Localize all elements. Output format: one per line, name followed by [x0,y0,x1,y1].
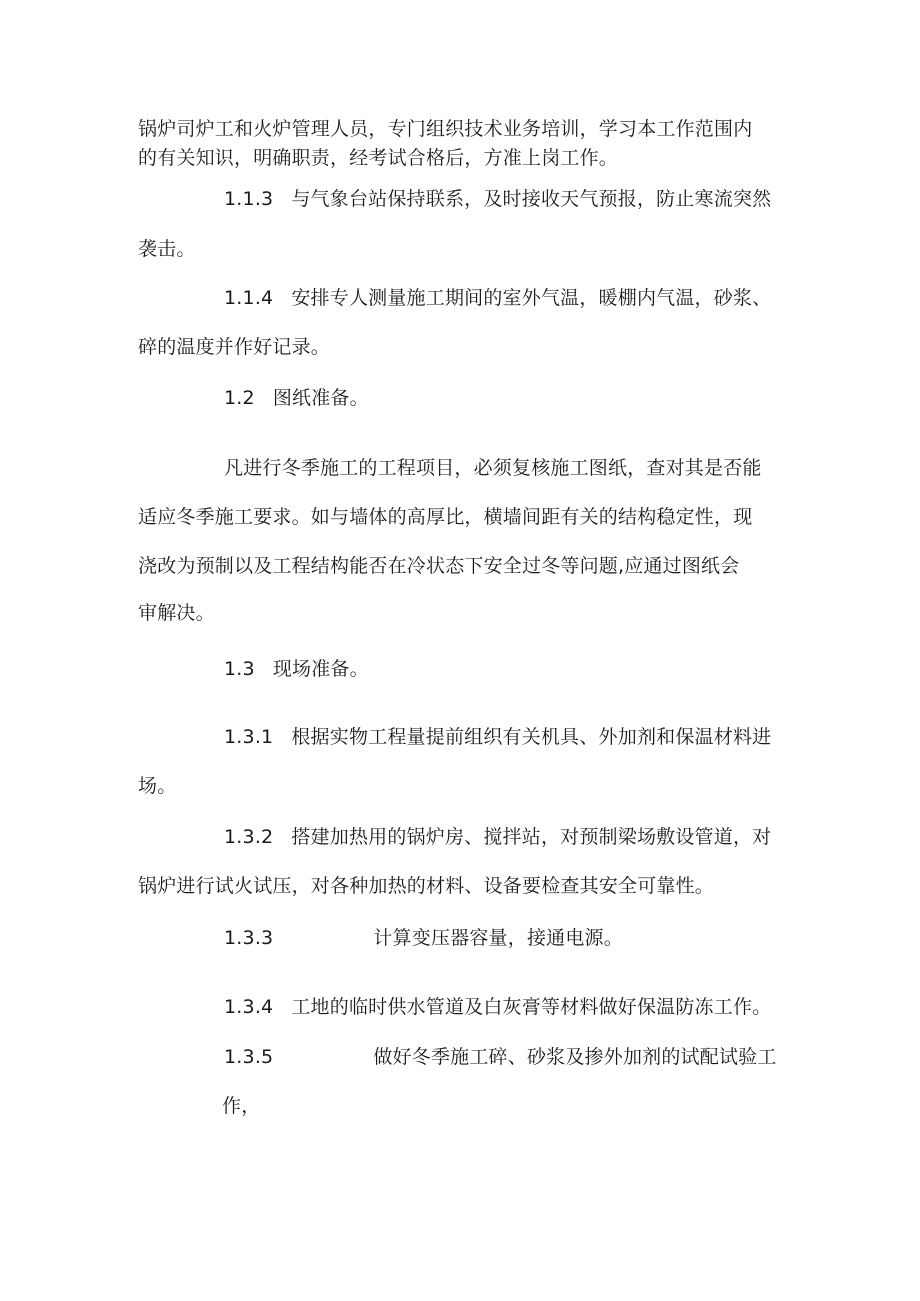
section-text: 安排专人测量施工期间的室外气温，暖棚内气温，砂浆、 [291,287,772,309]
section-text: 计算变压器容量，接通电源。 [373,927,623,949]
section-number: 1.3.1 [224,726,274,748]
section-text: 搭建加热用的锅炉房、搅拌站，对预制梁场敷设管道，对 [291,826,772,848]
section-1-3-4 [224,995,771,1019]
drawings-line-1: 凡进行冬季施工的工程项目，必须复核施工图纸，查对其是否能 [224,457,762,479]
section-1-2-heading [224,386,369,410]
section-1-1-3-cont: 袭击。 [138,238,196,260]
section-title: 现场准备。 [272,658,369,680]
section-number: 1.1.3 [224,188,274,210]
drawings-line-2: 适应冬季施工要求。如与墙体的高厚比，横墙间距有关的结构稳定性，现 [138,506,753,528]
section-1-3-3 [224,926,623,950]
section-1-3-2-cont: 锅炉进行试火试压，对各种加热的材料、设备要检查其安全可靠性。 [138,875,715,897]
drawings-line-3: 浇改为预制以及工程结构能否在冷状态下安全过冬等问题,应通过图纸会 [138,555,740,577]
section-title: 图纸准备。 [272,387,369,409]
section-number: 1.3.2 [224,826,274,848]
section-1-1-4-cont: 碎的温度并作好记录。 [138,336,331,358]
section-number: 1.2 [224,387,255,409]
drawings-line-4: 审解决。 [138,602,215,624]
section-text: 工地的临时供水管道及白灰膏等材料做好保温防冻工作。 [291,996,772,1018]
section-1-3-2 [224,825,771,849]
section-text: 根据实物工程量提前组织有关机具、外加剂和保温材料进 [291,726,772,748]
section-1-1-4 [224,286,771,310]
intro-line-2: 的有关知识，明确职责，经考试合格后，方准上岗工作。 [138,147,619,169]
section-text: 做好冬季施工碎、砂浆及掺外加剂的试配试验工 [373,1046,777,1068]
intro-line-1: 锅炉司炉工和火炉管理人员，专门组织技术业务培训，学习本工作范围内 [138,118,753,140]
section-1-3-5-cont: 作， [222,1095,261,1117]
section-1-3-1 [224,725,771,749]
section-number: 1.3.3 [224,927,274,949]
section-number: 1.1.4 [224,287,274,309]
section-1-3-heading [224,657,369,681]
section-number: 1.3.4 [224,996,274,1018]
section-number: 1.3.5 [224,1046,274,1068]
section-1-1-3 [224,187,771,211]
section-1-3-1-cont: 场。 [138,775,177,797]
section-1-3-5 [224,1045,777,1069]
section-number: 1.3 [224,658,255,680]
section-text: 与气象台站保持联系，及时接收天气预报，防止寒流突然 [291,188,772,210]
